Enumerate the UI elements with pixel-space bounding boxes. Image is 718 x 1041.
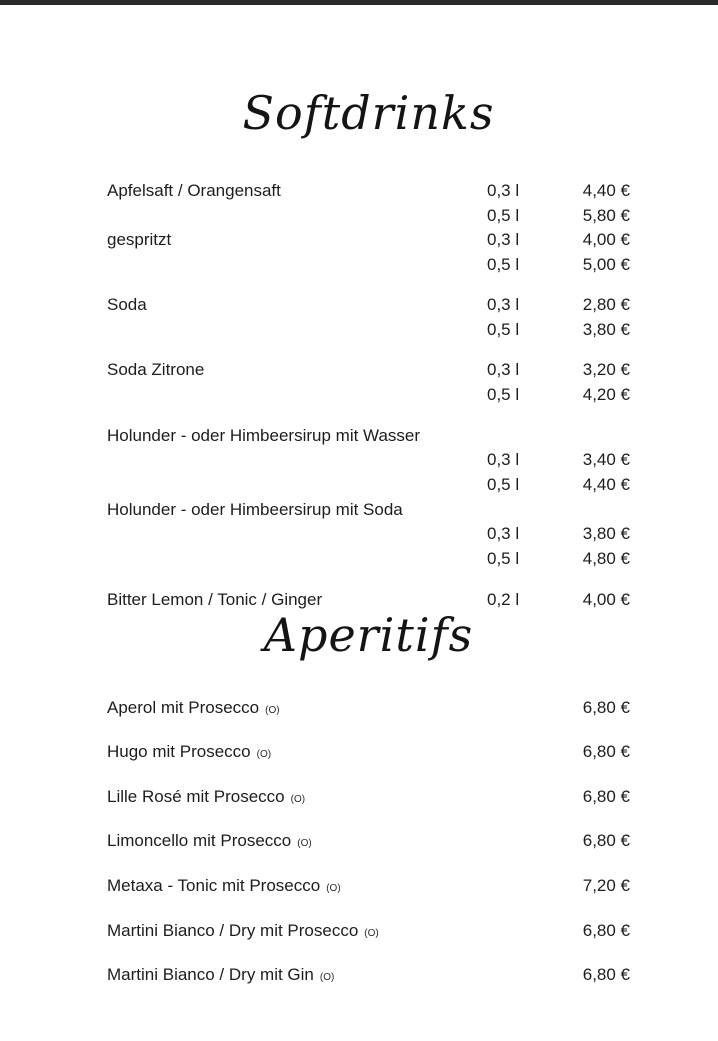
item-price: 3,40 € [582,450,630,470]
allergen-note: (O) [319,972,335,984]
item-size: 0,3 l [487,450,520,470]
menu-item-row [107,695,630,723]
allergen-note: (O) [265,704,280,716]
item-price: 3,20 € [582,360,630,380]
item-price: 6,80 € [582,831,630,851]
item-name: Soda [107,294,147,314]
menu-item-row [107,918,630,946]
group-spacer [107,408,630,424]
item-price: 2,80 € [582,294,630,314]
allergen-note: (O) [290,793,306,805]
menu-item-row [107,547,630,572]
item-name [107,522,487,547]
item-price: 4,80 € [582,549,630,569]
item-price: 6,80 € [582,697,630,717]
item-size: 0,5 l [487,475,520,495]
menu-item-row [107,383,630,408]
item-price: 4,40 € [582,475,630,495]
item-name: Soda Zitrone [107,360,205,380]
item-name: Apfelsaft / Orangensaft [107,181,281,200]
menu-item-row [107,253,630,278]
allergen-note: (O) [326,882,341,894]
item-size: 0,5 l [487,205,520,225]
item-size: 0,5 l [487,255,520,275]
item-price: 4,00 € [582,589,630,609]
allergen-note: (O) [256,749,272,761]
item-size: 0,3 l [487,294,520,314]
section-title-aperitifs: Aperitifs [263,607,474,662]
item-name: Holunder - oder Himbeersirup mit Wasser [107,425,421,445]
item-name [107,473,487,498]
menu-item-row [107,498,630,523]
softdrinks-list [107,179,630,613]
item-name [107,448,487,473]
menu-item-row [107,179,630,204]
aperitifs-list [107,695,630,991]
item-price: 6,80 € [582,965,630,985]
item-name [107,318,487,343]
item-name [107,547,487,572]
menu-item-row [107,318,630,343]
item-size: 0,3 l [487,524,520,544]
item-price: 6,80 € [582,920,630,940]
menu-item-row [107,828,630,856]
menu-item-row [107,962,630,990]
item-price: 3,80 € [582,319,630,339]
allergen-note: (O) [364,927,379,939]
item-name: Limoncello mit Prosecco [107,831,292,851]
menu-item-row [107,448,630,473]
menu-item-row [107,739,630,767]
item-price: 6,80 € [582,786,630,806]
item-name: Hugo mit Prosecco [107,742,251,762]
item-name [107,204,487,229]
item-price: 4,20 € [582,384,630,404]
item-size: 0,2 l [487,589,520,609]
item-price: 5,80 € [582,205,630,225]
item-size: 0,5 l [487,384,520,404]
item-size: 0,5 l [487,319,520,339]
menu-page [0,5,718,990]
menu-item-row [107,522,630,547]
item-size: 0,5 l [487,549,520,569]
item-price: 7,20 € [582,875,630,895]
item-name: Metaxa - Tonic mit Prosecco [107,875,321,895]
item-name: Bitter Lemon / Tonic / Ginger [107,589,323,609]
menu-item-row [107,784,630,812]
item-size: 0,3 l [487,360,520,380]
allergen-note: (O) [297,838,312,850]
menu-item-row [107,873,630,901]
item-name [107,253,487,278]
menu-item-row [107,473,630,498]
item-name: Martini Bianco / Dry mit Prosecco [107,920,359,940]
menu-item-row [107,293,630,318]
group-spacer [107,572,630,588]
menu-item-row [107,358,630,383]
item-size: 0,3 l [487,230,520,250]
item-name: gespritzt [107,230,172,250]
item-name: Aperol mit Prosecco [107,697,260,717]
item-price: 3,80 € [582,524,630,544]
item-price: 5,00 € [582,255,630,275]
section-title-softdrinks: Softdrinks [242,86,495,140]
item-price: 4,40 € [582,181,630,200]
menu-item-row [107,424,630,449]
item-price: 6,80 € [582,742,630,762]
item-size: 0,3 l [487,181,520,200]
menu-item-row [107,204,630,229]
item-price: 4,00 € [582,230,630,250]
group-spacer [107,342,630,358]
item-name [107,383,487,408]
menu-item-row [107,228,630,253]
item-name: Lille Rosé mit Prosecco [107,786,285,806]
item-name: Holunder - oder Himbeersirup mit Soda [107,499,403,519]
item-name: Martini Bianco / Dry mit Gin [107,965,314,985]
group-spacer [107,278,630,293]
